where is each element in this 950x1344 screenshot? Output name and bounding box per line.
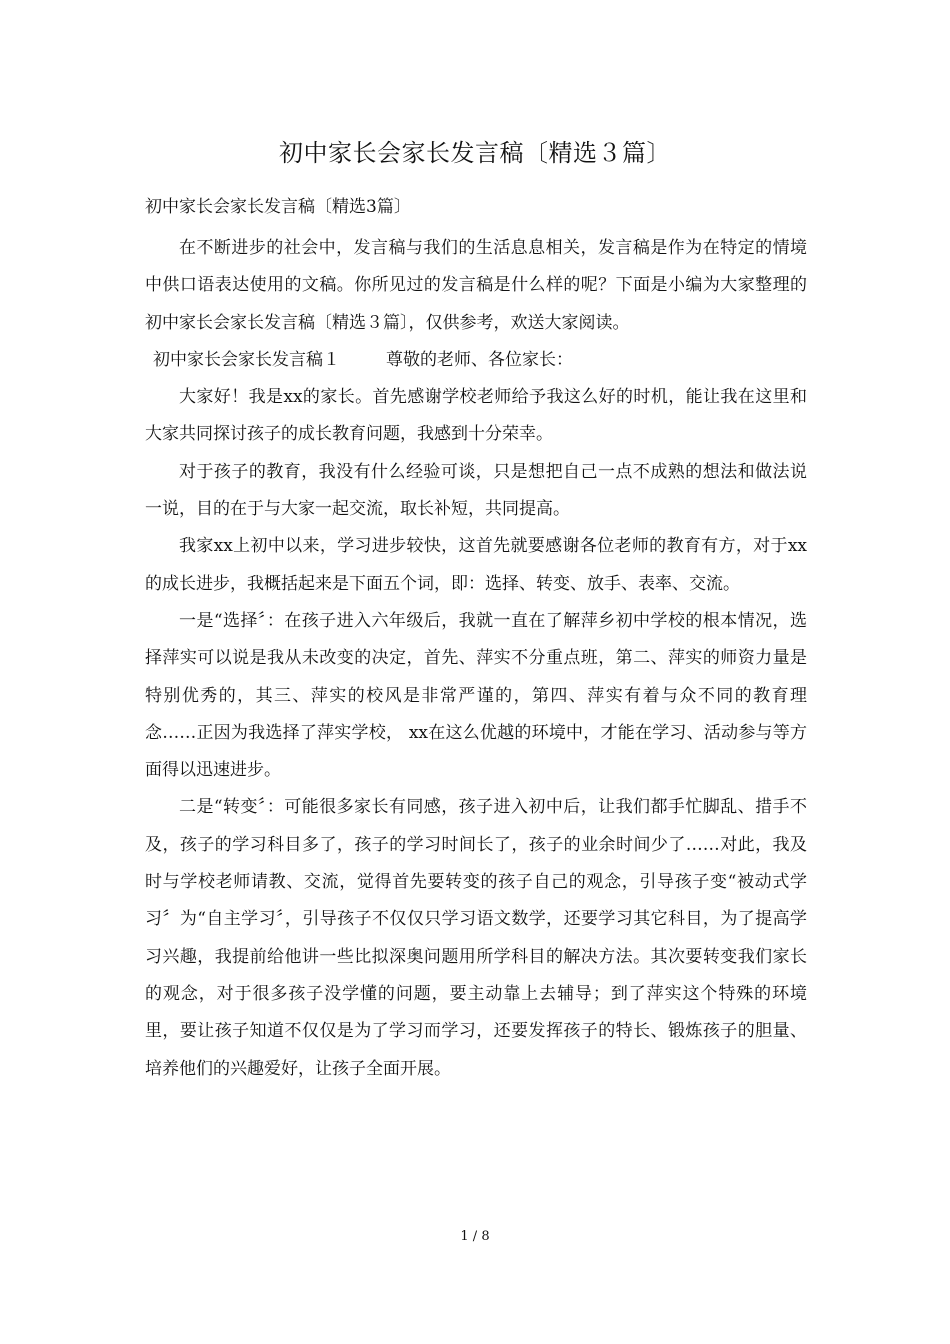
body-paragraph: 二是“转变〞：可能很多家长有同感，孩子进入初中后，让我们都手忙脚乱、措手不及，孩子的学习科目多了，孩子的学习时间长了，孩子的业余时间少了……对此，我及时与学校老师请教、交流，觉得首先要转变的孩子自己的观念，引导孩子变“被动式学习〞为“自主学习〞，引导孩子不仅仅只学习语文数学，还要学习其它科目，为了提高学习兴趣，我提前给他讲一些比拟深奥问题用所学科目的解决方法。其次要转变我们家长的观念，对于很多孩子没学懂的问题，要主动靠上去辅导；到了萍实这个特殊的环境里，要让孩子知道不仅仅是为了学习而学习，还要发挥孩子的特长、锻炼孩子的胆量、培养他们的兴趣爱好，让孩子全面开展。 [145,797,807,1079]
body-paragraph: 一是“选择〞：在孩子进入六年级后，我就一直在了解萍乡初中学校的根本情况，选择萍实可以说是我从未改变的决定，首先、萍实不分重点班，第二、萍实的师资力量是特别优秀的，其三、萍实的校风是非常严谨的，第四、萍实有着与众不同的教育理念……正因为我选择了萍实学校， xx在这么优越的环境中，才能在学习、活动参与等方面得以迅速进步。 [145,610,807,781]
document-title: 初中家长会家长发言稿〔精选３篇〕 [279,139,671,167]
salutation: 尊敬的老师、各位家长： [386,349,573,370]
section-heading: 初中家长会家长发言稿１ [153,349,340,370]
page-number: 1 / 8 [460,1229,490,1244]
body-paragraph: 对于孩子的教育，我没有什么经验可谈，只是想把自己一点不成熟的想法和做法说一说，目的在于与大家一起交流，取长补短，共同提高。 [145,461,807,520]
document-body [145,230,807,1088]
intro-paragraph: 在不断进步的社会中，发言稿与我们的生活息息相关，发言稿是作为在特定的情境中供口语表达使用的文稿。你所见过的发言稿是什么样的呢？下面是小编为大家整理的初中家长会家长发言稿〔精选３篇〕，仅供参考，欢送大家阅读。 [145,238,807,333]
section-heading-line [145,342,807,379]
body-paragraph: 我家xx上初中以来，学习进步较快，这首先就要感谢各位老师的教育有方，对于xx的成长进步，我概括起来是下面五个词，即：选择、转变、放手、表率、交流。 [145,536,807,594]
body-paragraph: 大家好！我是xx的家长。首先感谢学校老师给予我这么好的时机，能让我在这里和大家共同探讨孩子的成长教育问题，我感到十分荣幸。 [145,387,807,445]
document-subtitle: 初中家长会家长发言稿〔精选3篇〕 [145,197,411,217]
